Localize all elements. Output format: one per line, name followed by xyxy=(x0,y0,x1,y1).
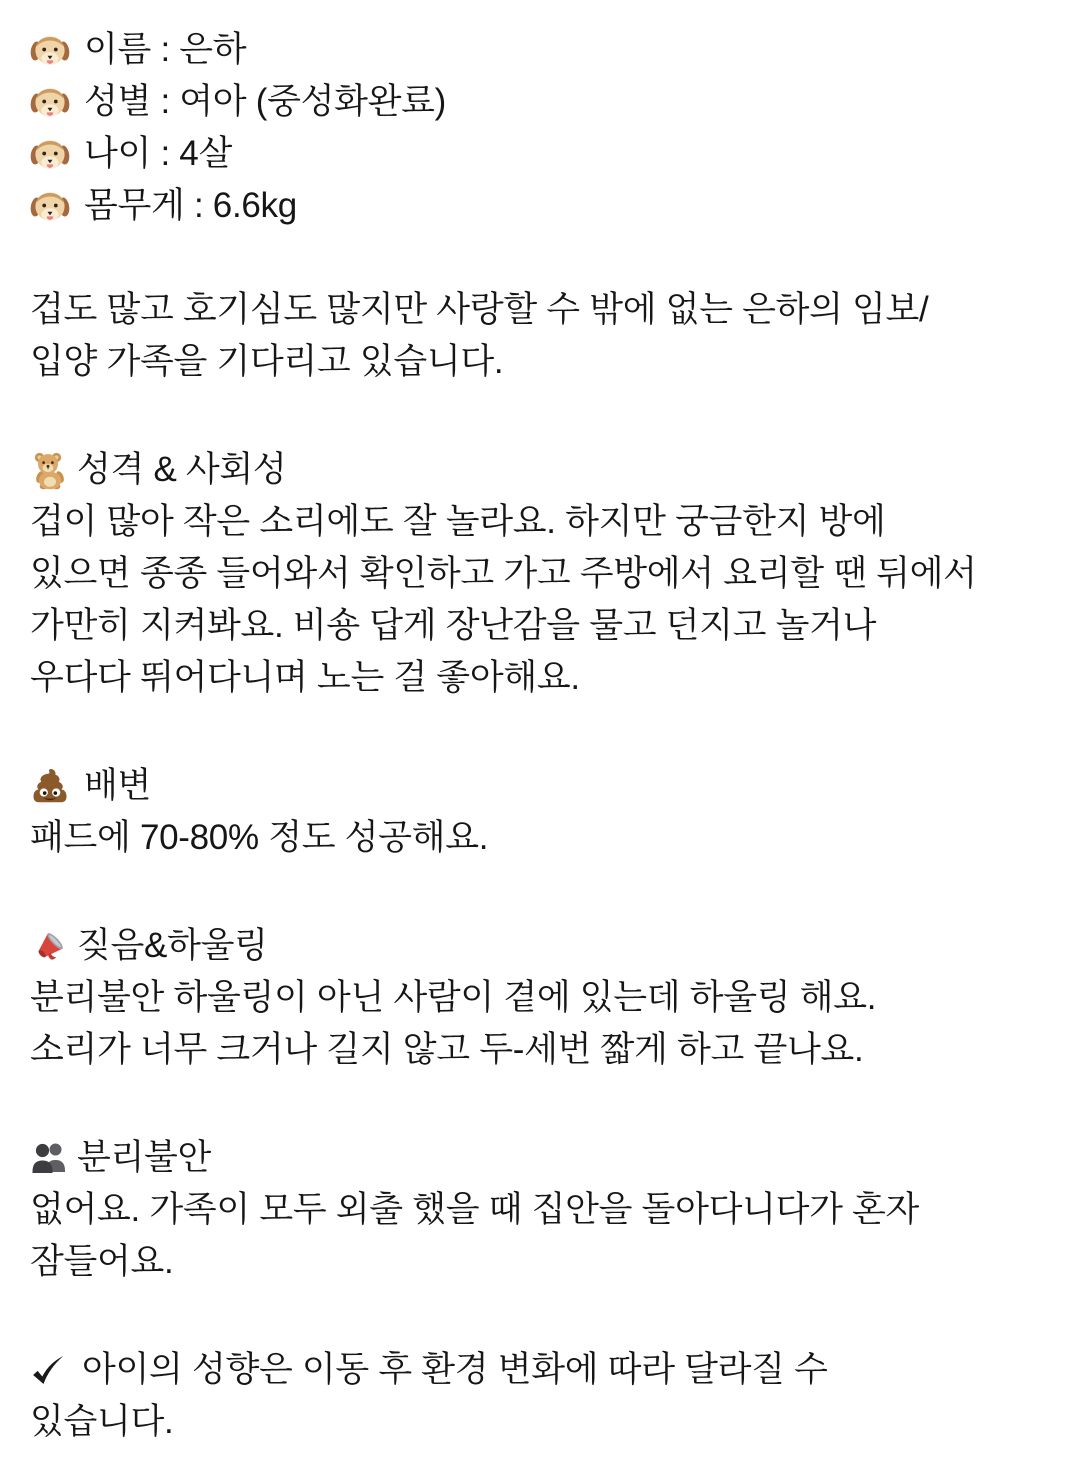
profile-info xyxy=(30,24,1052,232)
section-title: 성격 & 사회성 xyxy=(77,450,287,489)
dog-face-icon xyxy=(30,82,70,122)
body-line: 가만히 지켜봐요. 비숑 답게 장난감을 물고 던지고 놀거나 xyxy=(30,606,877,645)
megaphone-icon xyxy=(30,926,70,966)
section-potty-heading xyxy=(30,760,1052,812)
profile-sex-text: 성별 : 여아 (중성화완료) xyxy=(84,82,446,121)
poop-icon xyxy=(30,766,70,806)
section-separation-heading xyxy=(30,1132,1052,1184)
profile-line-name xyxy=(30,24,1052,76)
section-barking-heading xyxy=(30,920,1052,972)
body-line: 겁이 많아 작은 소리에도 잘 놀라요. 하지만 궁금한지 방에 xyxy=(30,502,886,541)
section-title: 배변 xyxy=(84,766,152,805)
body-line: 없어요. 가족이 모두 외출 했을 때 집안을 돌아다니다가 혼자 xyxy=(30,1190,920,1229)
note-text: 있습니다. xyxy=(30,1402,174,1441)
body-line: 소리가 너무 크거나 길지 않고 두-세번 짧게 하고 끝나요. xyxy=(30,1030,864,1069)
body-line: 우다다 뛰어다니며 노는 걸 좋아해요. xyxy=(30,658,580,697)
dog-face-icon xyxy=(30,186,70,226)
body-line: 패드에 70-80% 정도 성공해요. xyxy=(30,818,489,857)
section-personality-heading xyxy=(30,444,1052,496)
section-title: 분리불안 xyxy=(77,1138,212,1177)
dog-face-icon xyxy=(30,30,70,70)
section-separation xyxy=(30,1132,1052,1288)
profile-line-sex xyxy=(30,76,1052,128)
section-potty xyxy=(30,760,1052,864)
intro-line: 겁도 많고 호기심도 많지만 사랑할 수 밖에 없는 은하의 임보/ xyxy=(30,290,929,329)
check-mark-icon xyxy=(30,1352,66,1388)
section-personality xyxy=(30,444,1052,704)
busts-in-silhouette-icon xyxy=(30,1138,70,1178)
body-line: 잠들어요. xyxy=(30,1242,174,1281)
profile-line-weight xyxy=(30,180,1052,232)
profile-weight-text: 몸무게 : 6.6kg xyxy=(84,186,297,225)
section-barking xyxy=(30,920,1052,1076)
intro-line: 입양 가족을 기다리고 있습니다. xyxy=(30,342,504,381)
body-line: 있으면 종종 들어와서 확인하고 가고 주방에서 요리할 땐 뒤에서 xyxy=(30,554,977,593)
dog-face-icon xyxy=(30,134,70,174)
note-first-line xyxy=(30,1344,1052,1396)
profile-line-age xyxy=(30,128,1052,180)
profile-age-text: 나이 : 4살 xyxy=(84,134,232,173)
body-line: 분리불안 하울링이 아닌 사람이 곁에 있는데 하울링 해요. xyxy=(30,978,877,1017)
teddy-bear-icon xyxy=(30,450,70,490)
note-disclaimer xyxy=(30,1344,1052,1448)
section-title: 짖음&하울링 xyxy=(77,926,268,965)
profile-name-text: 이름 : 은하 xyxy=(84,30,247,69)
note-text: 아이의 성향은 이동 후 환경 변화에 따라 달라질 수 xyxy=(82,1350,828,1389)
intro-paragraph xyxy=(30,284,1052,388)
